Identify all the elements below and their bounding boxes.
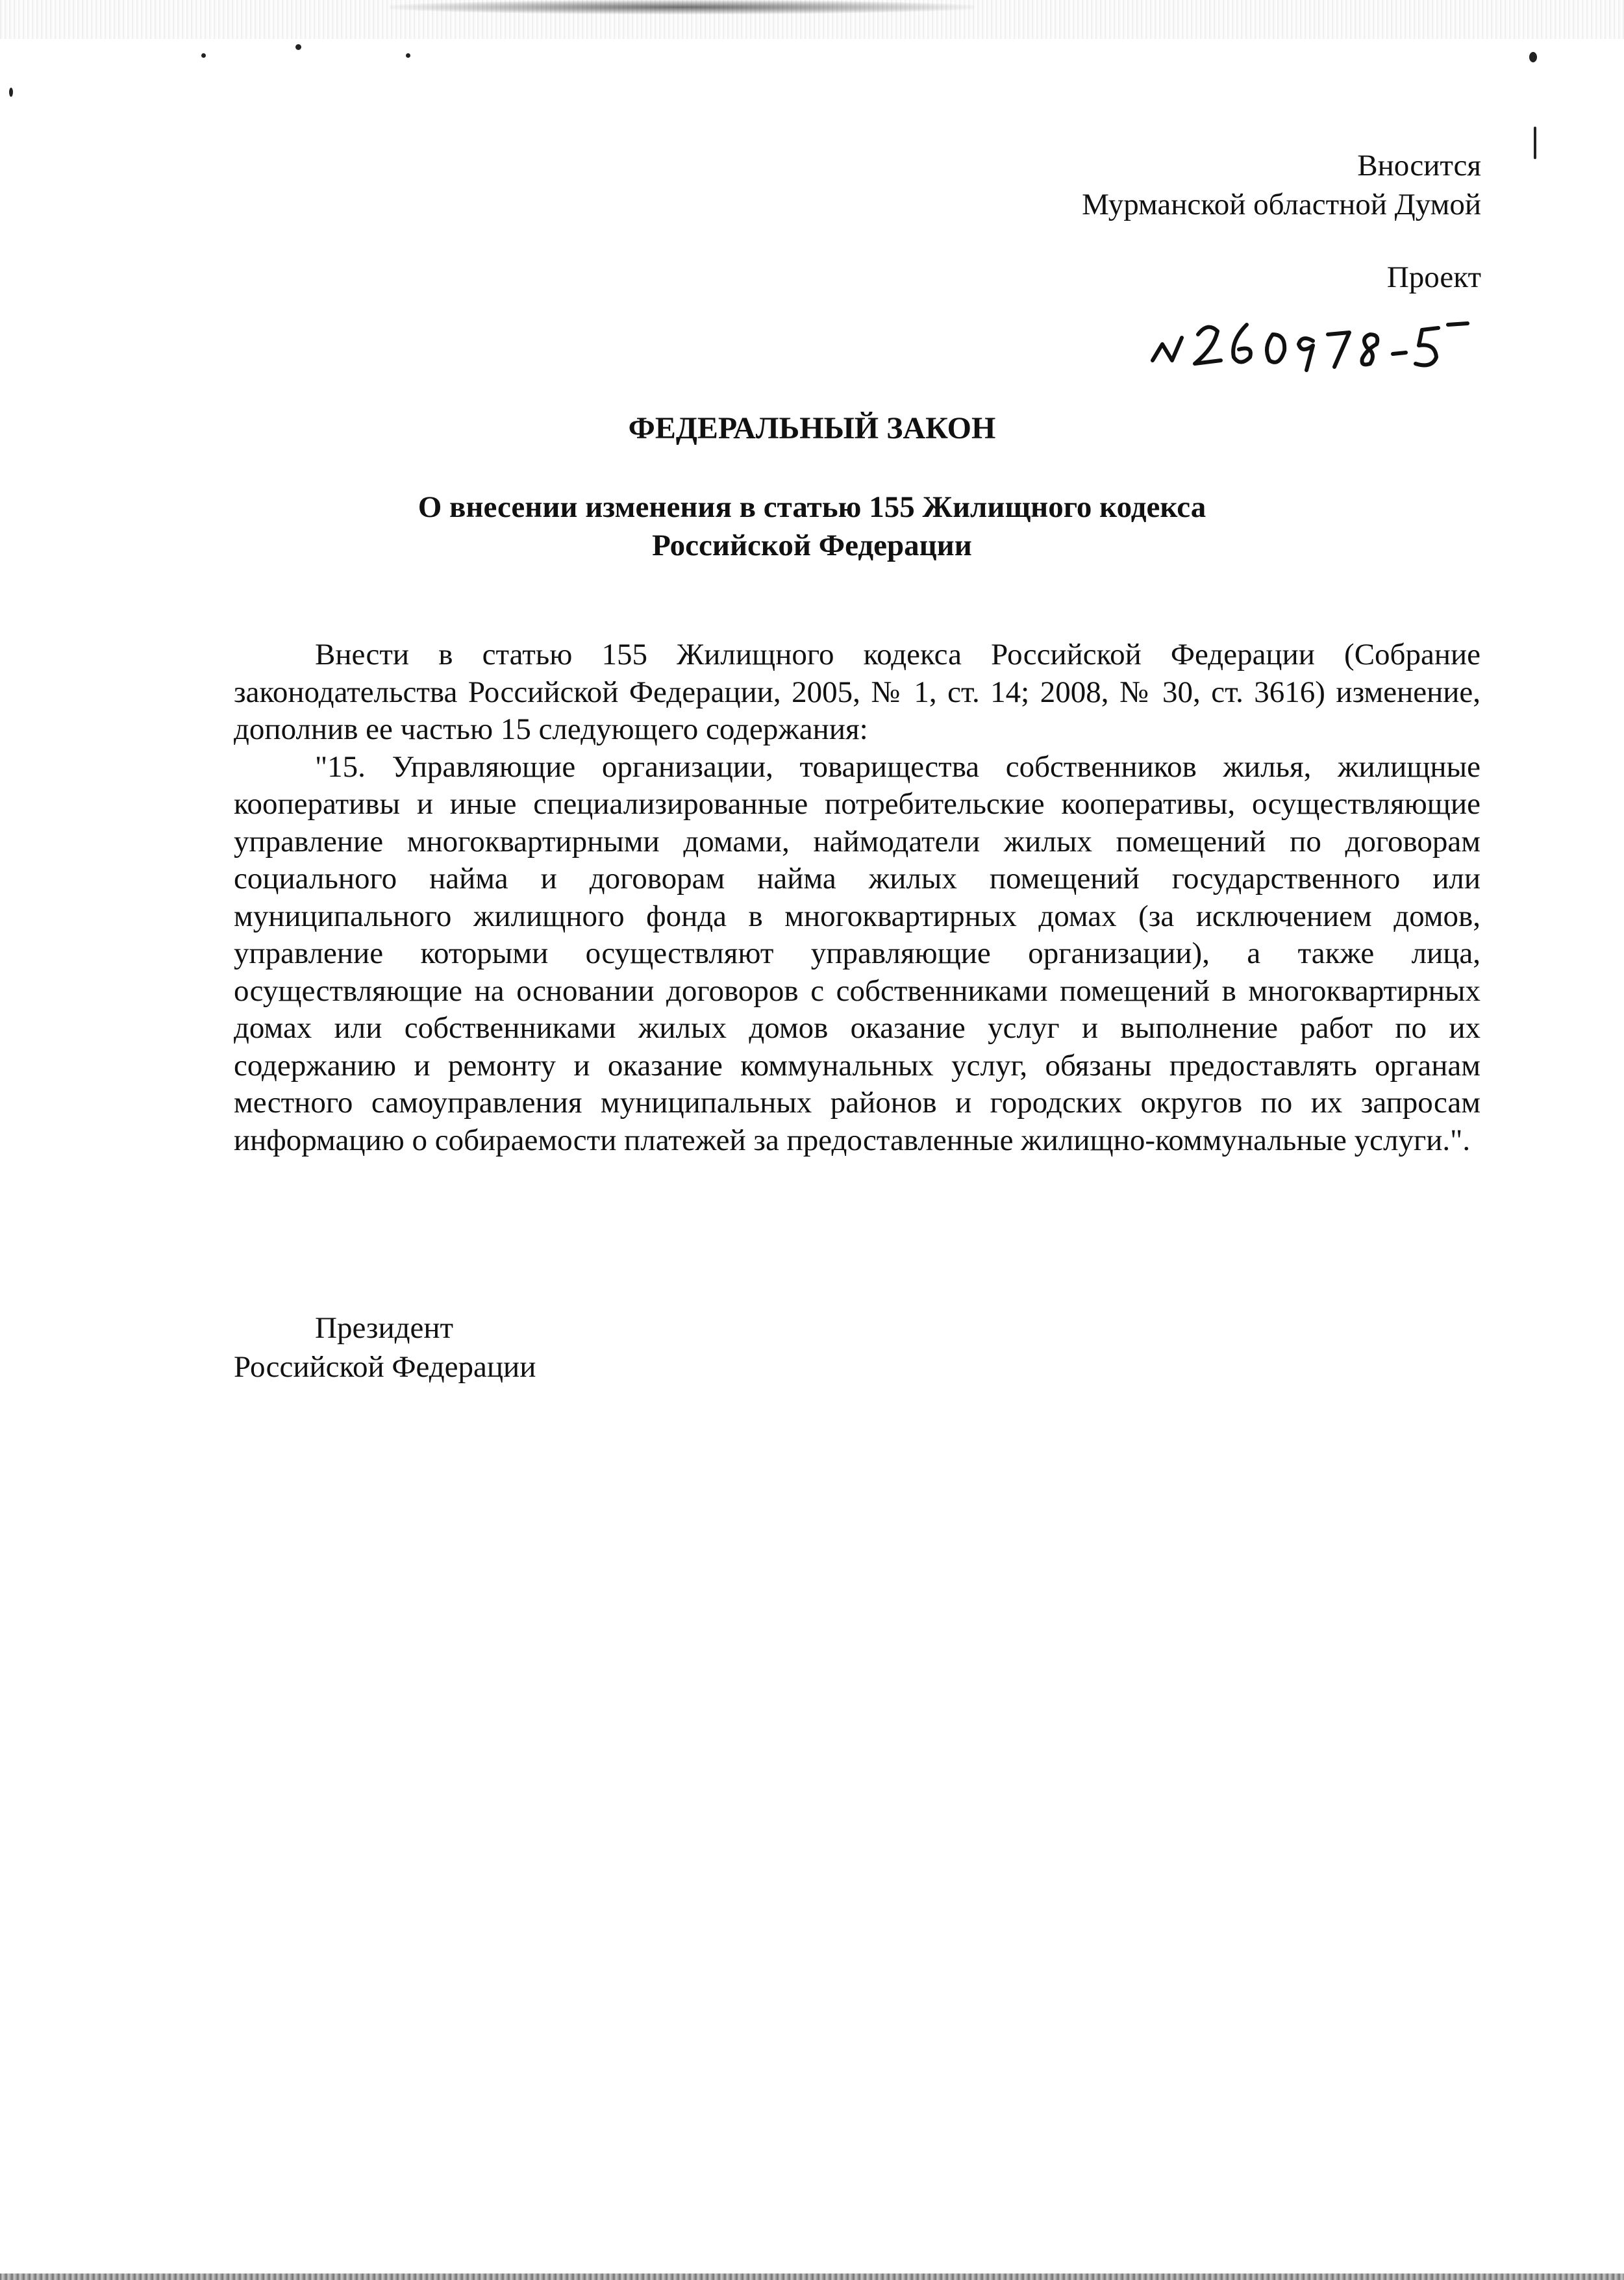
project-label: Проект: [1386, 260, 1481, 294]
scan-artifact: [390, 0, 974, 14]
scan-speck: [295, 44, 301, 50]
scan-edge-bottom: [0, 2274, 1624, 2280]
document-title: [0, 488, 1624, 565]
submitted-by-label: Вносится: [1357, 149, 1481, 182]
document-type: ФЕДЕРАЛЬНЫЙ ЗАКОН: [628, 411, 996, 445]
scan-speck: [1534, 127, 1536, 159]
scan-speck: [9, 88, 13, 97]
body-paragraph-amendment: "15. Управляющие организации, товарищества собственников жилья, жилищные кооперативы и иные специализированные потребительские кооперативы, осуществляющие управление многоквартирными домами, наймодатели жилых помещений по договорам социального найма и договорам найма жилых помещений государственного или муниципального жилищного фонда в многоквартирных домах (за исключением домов, управление которыми осуществляют управляющие организации), а также лица, осуществляющие на основании договоров с собственниками помещений в многоквартирных домах или собственниками жилых домов оказание услуг и выполнение работ по их содержанию и ремонту и оказание коммунальных услуг, обязаны предоставлять органам местного самоуправления муниципальных районов и городских округов по их запросам информацию о собираемости платежей за предоставленные жилищно-коммунальные услуги.".: [234, 749, 1480, 1157]
document-body: [234, 636, 1480, 1159]
scan-speck: [201, 53, 206, 58]
body-paragraph-intro: Внести в статью 155 Жилищного кодекса Российской Федерации (Собрание законодательства Российской Федерации, 2005, № 1, ст. 14; 2008, № 30, ст. 3616) изменение, дополнив ее частью 15 следующего содержания:: [234, 638, 1480, 746]
signature-title: Президент: [315, 1311, 454, 1345]
submitted-by-block: [1082, 146, 1481, 224]
scan-speck: [1529, 52, 1537, 62]
handwritten-registration-number: [1143, 299, 1480, 396]
signature-title-country: Российской Федерации: [234, 1350, 536, 1384]
signature-block: [234, 1309, 536, 1386]
document-title-line2: Российской Федерации: [652, 529, 972, 562]
submitted-by-organization: Мурманской областной Думой: [1082, 188, 1481, 221]
scan-speck: [406, 53, 410, 58]
document-title-line1: О внесении изменения в статью 155 Жилищного кодекса: [418, 490, 1206, 524]
